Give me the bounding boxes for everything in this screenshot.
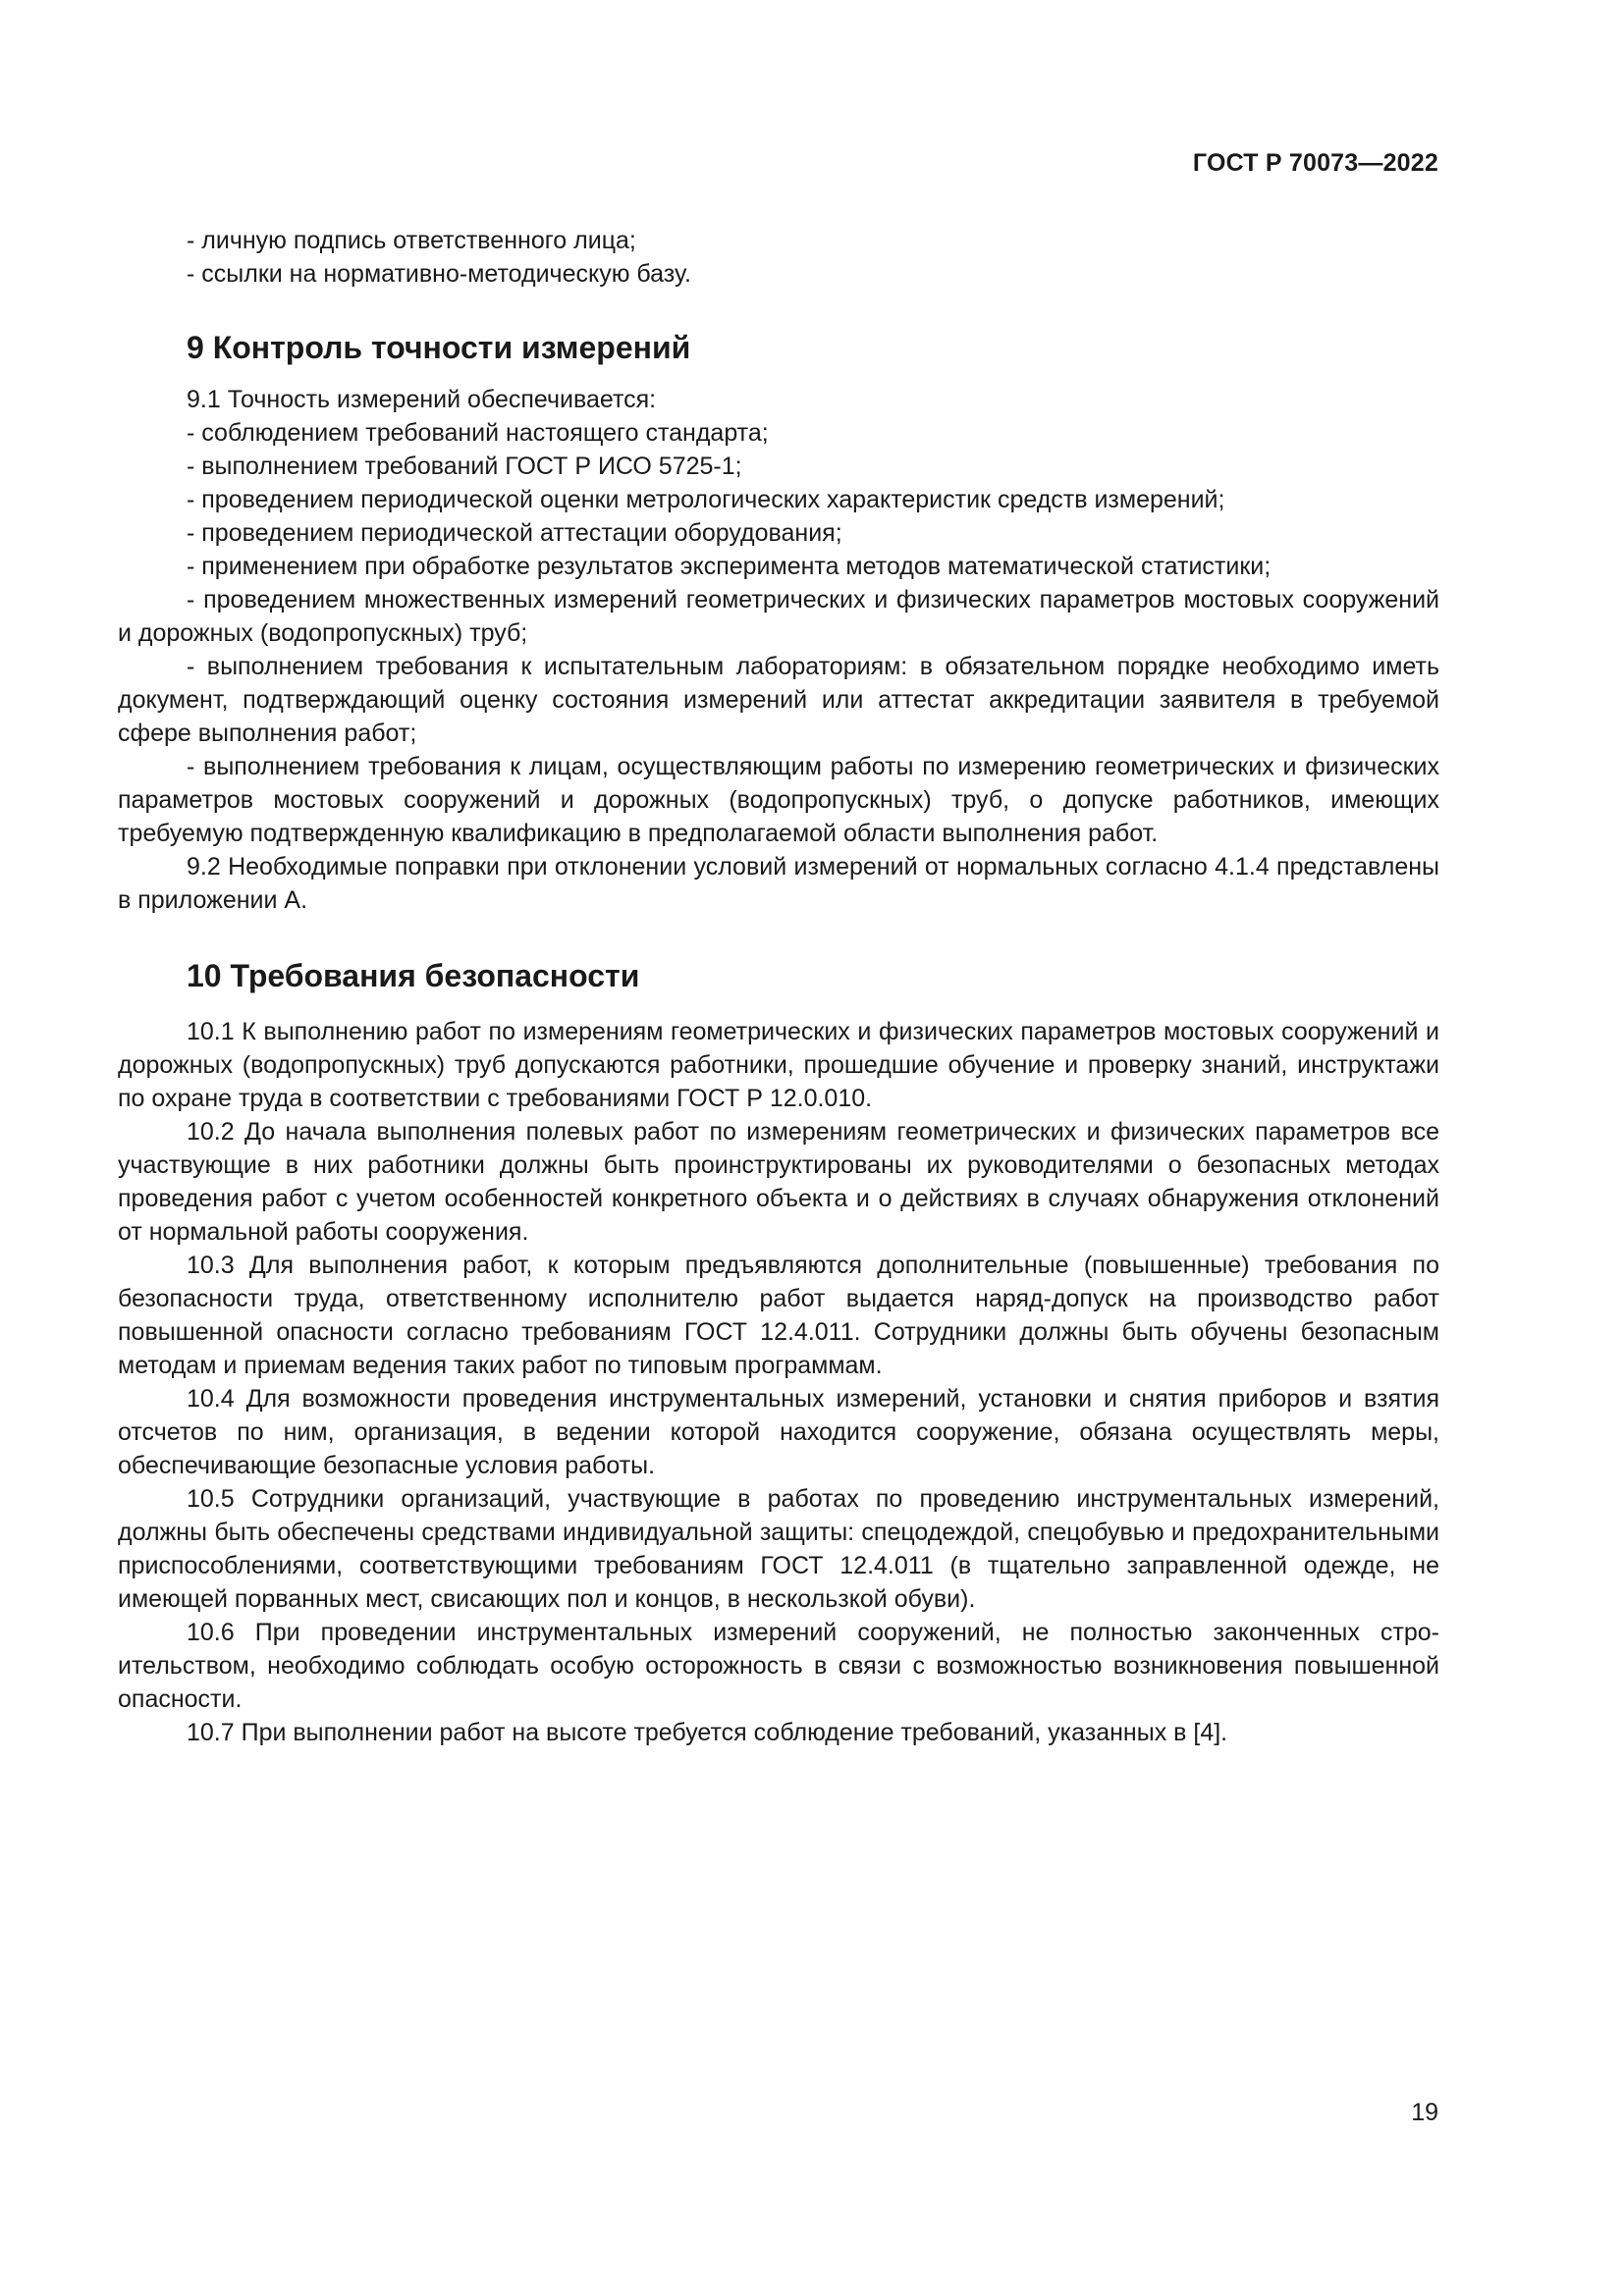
list-item: - ссылки на нормативно-методическую базу. xyxy=(187,260,691,288)
list-item: - проведением множественных измерений геометрических и физических параметров мостовых сооружений и дорожных (водопропускных) труб; xyxy=(118,586,1439,647)
paragraph-10-3: 10.3 Для выполнения работ, к которым предъявляются дополнительные (повышенные) требования по безопасности труда, ответственному исполнителю работ выдается наряд-допуск на производство работ повышенной опасности согласно требованиям ГОСТ 12.4.011. Сотрудники должны быть обучены безопасным методам и приемам ведения таких работ по типовым программам. xyxy=(118,1252,1439,1379)
list-item: - соблюдением требований настоящего стандарта; xyxy=(187,419,769,447)
paragraph-10-1: 10.1 К выполнению работ по измерениям геометрических и физических параметров мостовых сооружений и дорожных (водопропускных) труб допускаются работники, прошедшие обучение и проверку знаний, инструктажи по охране труда в соответствии с требованиями ГОСТ Р 12.0.010. xyxy=(118,1018,1439,1112)
section-9-title: 9 Контроль точности измерений xyxy=(187,330,691,365)
list-item: - проведением периодической оценки метрологических характеристик средств измерений; xyxy=(187,486,1225,513)
paragraph-9-1-lead: 9.1 Точность измерений обеспечивается: xyxy=(187,386,657,413)
paragraph-10-6: 10.6 При проведении инструментальных измерений сооружений, не полностью законченных строительством, необходимо соблюдать особую осторожность в связи с возможностью возникновения повышенной опасности. xyxy=(118,1619,1439,1713)
paragraph-10-2: 10.2 До начала выполнения полевых работ по измерениям геометрических и физических параметров все участвующие в них работники должны быть проинструктированы их руководителями о безопасных методах проведения работ с учетом особенностей конкретного объекта и о действиях в случаях обнаружения отклонений от нормальной работы сооружения. xyxy=(118,1118,1439,1246)
paragraph-10-4: 10.4 Для возможности проведения инструментальных измерений, установки и снятия приборов и взятия отсчетов по ним, организация, в ведении которой находится сооружение, обязана осуществлять меры, обеспечивающие безопасные условия работы. xyxy=(118,1385,1439,1479)
page-content xyxy=(118,224,1439,1749)
paragraph-9-2: 9.2 Необходимые поправки при отклонении условий измерений от нормальных согласно 4.1.4 представлены в приложении А. xyxy=(118,853,1439,914)
list-item: - выполнением требований ГОСТ Р ИСО 5725-1; xyxy=(187,453,742,480)
paragraph-10-7: 10.7 При выполнении работ на высоте требуется соблюдение требований, указанных в [4]. xyxy=(187,1719,1228,1746)
list-item: - применением при обработке результатов эксперимента методов математической статистики; xyxy=(187,553,1272,580)
list-item: - проведением периодической аттестации оборудования; xyxy=(187,519,842,547)
section-10-title: 10 Требования безопасности xyxy=(187,958,640,993)
list-item: - личную подпись ответственного лица; xyxy=(187,227,636,254)
list-item: - выполнением требования к испытательным лабораториям: в обязательном порядке необходимо иметь документ, подтверждающий оценку состояния измерений или аттестат аккредитации заявителя в требуемой сфере выполнения работ; xyxy=(118,653,1439,747)
document-header: ГОСТ Р 70073—2022 xyxy=(1192,149,1438,177)
list-item: - выполнением требования к лицам, осуществляющим работы по измерению геометрических и физических параметров мостовых сооружений и дорожных (водопропускных) труб, о допуске работников, имеющих требуемую подтвержденную квалификацию в предполагаемой области выполнения работ. xyxy=(118,753,1439,847)
paragraph-10-5: 10.5 Сотрудники организаций, участвующие в работах по проведению инструментальных измерений, должны быть обеспечены средствами индивидуальной защиты: спецодеждой, спецобувью и предохранительными приспособлениями, соответствующими требованиям ГОСТ 12.4.011 (в тщательно заправленной одежде, не имеющей порванных мест, свисающих пол и концов, в нескользкой обуви). xyxy=(118,1485,1439,1613)
page-number: 19 xyxy=(1411,2099,1438,2126)
